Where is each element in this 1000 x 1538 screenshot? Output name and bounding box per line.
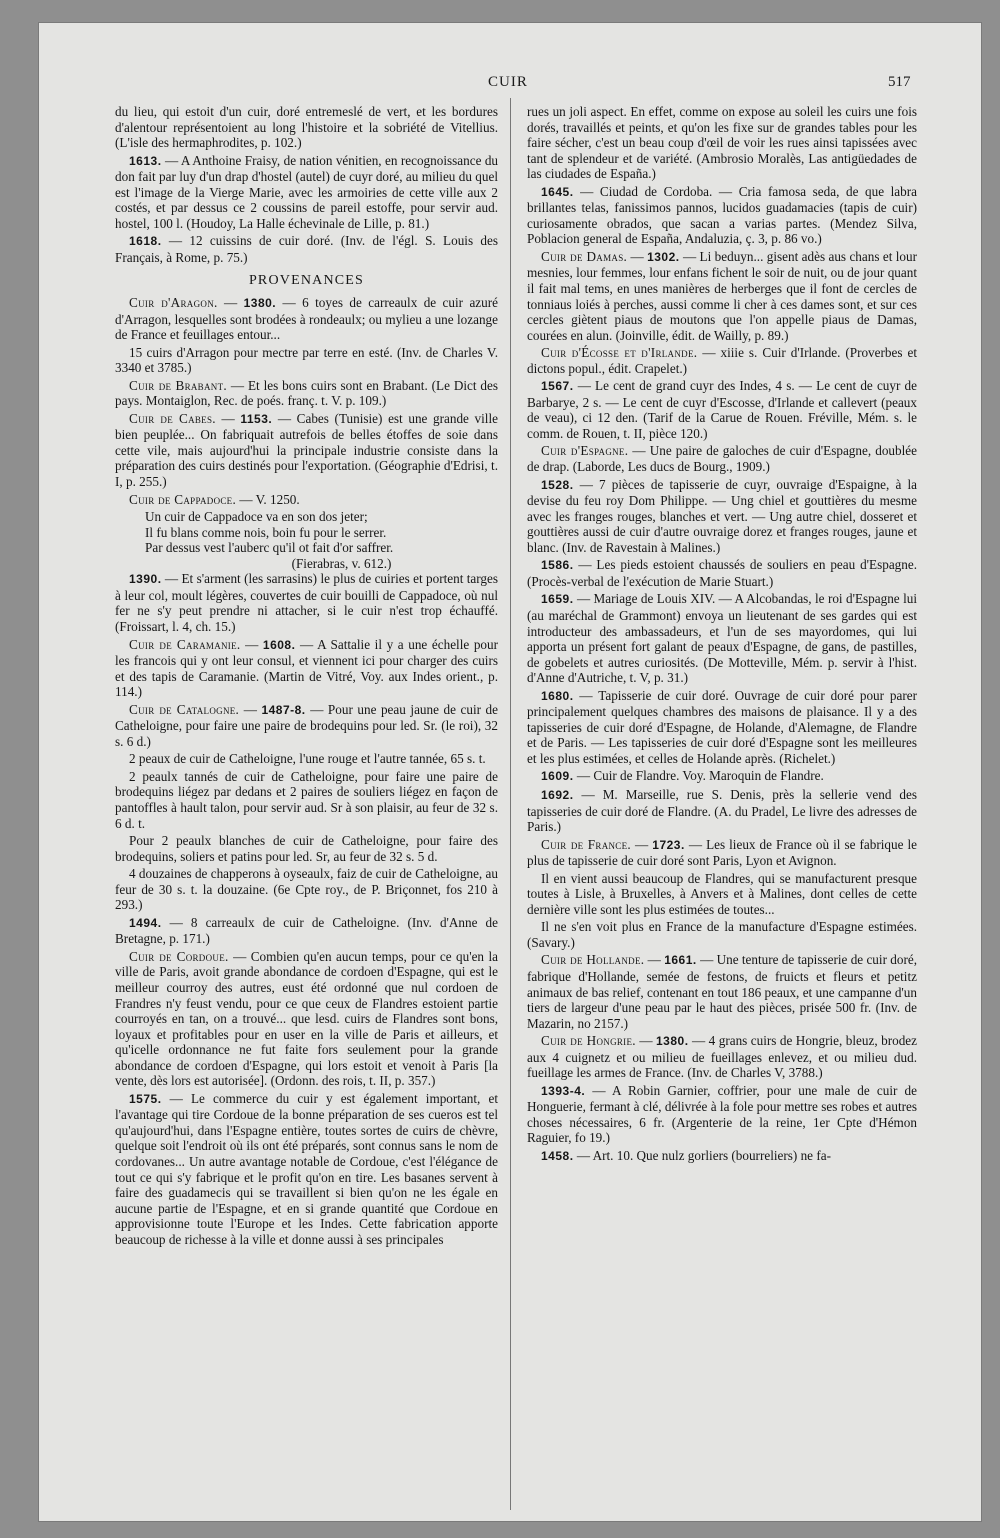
entry-text: — Les pieds estoient chaussés de souliers en peau d'Espagne. (Procès-verbal de l'exécution de Marie Stuart.) (527, 557, 917, 589)
entry-text: — 6 toyes de carreaulx de cuir azuré d'Arragon, lesquelles sont brodées à rondeaulx; ou mylieu a une lozange de France et feuillages entour... (115, 295, 498, 343)
entry-text: — 8 carreaulx de cuir de Catheloigne. (Inv. d'Anne de Bretagne, p. 171.) (115, 914, 498, 947)
entry: Cuir de Hongrie. — 1380. — 4 grans cuirs de Hongrie, bleuz, brodez aux 4 cuignetz et ou milieu de fueillages enlevez, et ou milieu dud. fueillage les armes de France. (Inv. de Charles V, 3788.) (527, 1033, 917, 1081)
entry (115, 915, 498, 947)
entry-year: 1494. (129, 915, 162, 930)
entry: Cuir de Cabes. — 1153. — Cabes (Tunisie) est une grande ville bien peuplée... On fabriquait autrefois de belles étoffes de soie dans cette vile, mais aujourd'hui la principale industrie consiste dans la préparation des cuirs destinés pour l'exportation. (Géographie d'Edrisi, t. I, p. 255.) (115, 410, 498, 490)
paragraph: 4 douzaines de chapperons à oyseaulx, faiz de cuir de Catheloigne, au feur de 30 s. t. la douzaine. (6e Cpte roy., de P. Briçonnet, fos 210 à 293.) (115, 866, 498, 913)
entry-text: — A Sattalie il y a une échelle pour les francois qui y ont leur consul, et viennent ici pour charger des cuirs et des tapis de Caramanie. (Martin de Vitré, Voy. aux Indes orient., p. 114.) (115, 636, 498, 700)
entry-text: — Art. 10. Que nulz gorliers (bourreliers) ne fa- (576, 1148, 831, 1163)
entry (115, 153, 498, 232)
entry-text: — Tapisserie de cuir doré. Ouvrage de cuir doré pour parer principalement quelques chambres des maisons de plaisance. Il y a des tapisseries de cuir doré d'Espagne, de Holande, d'Alemagne, de Flandre et de Paris. — Les tapisseries de cuir doré d'Espagne sont les meilleures et les plus estimées, et celles de Holande après. (Richelet.) (527, 687, 917, 766)
entry (115, 492, 498, 508)
entry-text: — Les lieux de France où il se fabrique le plus de tapisserie de cuir doré sont Paris, Lyon et Avignon. (527, 836, 917, 869)
entry: Cuir de France. — 1723. — Les lieux de France où il se fabrique le plus de tapisserie de cuir doré sont Paris, Lyon et Avignon. (527, 836, 917, 869)
entry-text: — Li beduyn... gisent adès aus chans et lour mesnies, lour femmes, lour enfans fichent le soir de nuit, ou de jour quant il fait mal tems, en unes manières de herberges que il font de cercles de tonniaus loiés à perches, aussi comme li cher à ces dames sont, et sur ces cercles giètent piaus de moutons que l'on appelle piaus de Damas, courées en alun. (Joinville, édit. de Wailly, p. 89.) (527, 248, 917, 343)
verse-line: Il fu blans comme nois, boin fu pour le serrer. (145, 524, 387, 540)
entry-text: — Le cent de grand cuyr des Indes, 4 s. — Le cent de cuyr de Barbarye, 2 s. — Le cent de cuyr d'Escosse, d'Irlande et callevert (peaux de veau), ci 12 den. (Tarif de la Carue de Rouen. Fréville, Mém. s. le comm. de Rouen, t. II, pièce 120.) (527, 378, 917, 441)
entry-year: 1613. (129, 153, 162, 168)
entry-heading: Cuir de Cappadoce. (129, 491, 237, 507)
entry (527, 378, 917, 441)
entry-text: — Une paire de galoches de cuir d'Espagne, doublée de drap. (Laborde, Les ducs de Bourg., 1909.) (527, 443, 917, 475)
entry-text: — Pour une peau jaune de cuir de Catheloigne, pour faire une paire de brodequins pour led. Sr. (le roi), 32 s. 6 d.) (115, 701, 498, 749)
entry-heading: Cuir d'Espagne. (541, 443, 629, 459)
entry-text: — A Robin Garnier, coffrier, pour une male de cuir de Honguerie, fermant à clé, délivrée à la fole pour mettre ses robes et autres choses nécessaires, 6 fr. (Argenterie de la reine, 1er Cpte d'Hémon Raguier, fo 19.) (527, 1082, 917, 1146)
entry-heading: Cuir d'Écosse et d'Irlande. (541, 345, 698, 361)
entry (527, 688, 917, 767)
entry-text: — 4 grans cuirs de Hongrie, bleuz, brodez aux 4 cuignetz et ou milieu de fueillages enlevez, et ou milieu dud. fueillage les armes de France. (Inv. de Charles V, 3788.) (527, 1033, 917, 1081)
entry (527, 345, 917, 376)
entry (527, 184, 917, 247)
entry-year: 1487-8. (261, 702, 306, 717)
entry-year: 1680. (541, 688, 574, 703)
right-column (527, 104, 917, 1508)
entry-text: — Cuir de Flandre. Voy. Maroquin de Flandre. (576, 768, 824, 784)
entry (115, 949, 498, 1089)
entry-text: — xiiie s. Cuir d'Irlande. (Proverbes et dictons popul., édit. Crapelet.) (527, 345, 917, 376)
entry (527, 787, 917, 835)
entry (527, 557, 917, 589)
entry-year: 1659. (541, 592, 574, 607)
entry-heading: Cuir de Cabes. (129, 410, 216, 426)
section-heading: PROVENANCES (248, 273, 365, 289)
entry-year: 1380. (656, 1034, 689, 1049)
entry-text: — Et s'arment (les sarrasins) le plus de cuiries et portent targes à leur col, moult légères, couvertes de cuir bouilli de Cappadoce, où nul fer ne s'y peut prendre ni attacher, si le cuir n'est trop échauffé. (Froissart, l. 4, ch. 15.) (115, 571, 498, 634)
entry-heading: Cuir de Damas. (541, 248, 628, 264)
entry-text: — M. Marseille, rue S. Denis, près la sellerie vend des tapisseries de cuir doré de Flandre. (A. du Pradel, Le livre des adresses de Paris.) (527, 786, 917, 835)
column-divider (510, 98, 511, 1510)
entry (115, 1091, 498, 1247)
verse-source: (Fierabras, v. 612.) (291, 555, 392, 571)
entry (115, 571, 498, 634)
entry-year: 1661. (664, 953, 697, 968)
page-number: 517 (888, 74, 911, 90)
paragraph: du lieu, qui estoit d'un cuir, doré entremeslé de vert, et les bordures d'alentour représentoient au long l'histoire et la sobriété de Vitellius. (L'isle des hermaphrodites, p. 102.) (115, 104, 498, 151)
entry (527, 768, 917, 785)
entry-year: 1458. (541, 1149, 574, 1163)
entry: Cuir d'Aragon. — 1380. — 6 toyes de carreaulx de cuir azuré d'Arragon, lesquelles sont brodées à rondeaulx; ou mylieu a une lozange de France et feuillages entour... (115, 295, 498, 343)
entry: Cuir de Caramanie. — 1608. — A Sattalie il y a une échelle pour les francois qui y ont leur consul, et viennent ici pour charger des cuirs et des tapis de Caramanie. (Martin de Vitré, Voy. aux Indes orient., p. 114.) (115, 636, 498, 700)
paragraph: rues un joli aspect. En effet, comme on expose au soleil les cuirs une fois dorés, travaillés et peints, et qu'on les fixe sur de grandes tables pour les faire sécher, c'est un beau coup d'œil de voir les rues ainsi tapissées avec tant de splendeur et de variété. (Ambrosio Moralès, Las antigüedades de las ciudades de España.) (527, 104, 917, 182)
entry: Cuir de Damas. — 1302. — Li beduyn... gisent adès aus chans et lour mesnies, lour femmes, lour enfans fichent le soir de nuit, ou de jour quant il fait mal tems, en unes manières de herberges que il font de cercles de tonniaus loiés à perches, aussi comme li cher à ces dames sont, et sur ces cercles giètent piaus de moutons que l'on appelle piaus de Damas, courées en alun. (Joinville, édit. de Wailly, p. 89.) (527, 248, 917, 343)
entry-heading: Cuir de Hollande. (541, 952, 645, 968)
entry-text: — 12 cuissins de cuir doré. (Inv. de l'égl. S. Louis des Français, à Rome, p. 75.) (115, 233, 498, 265)
entry-year: 1645. (541, 184, 574, 199)
entry-text: — A Anthoine Fraisy, de nation vénitien, en recognoissance du don fait par luy d'un drap d'hostel (autel) de cuyr doré, au milieu du quel est l'image de la Vierge Marie, avec les armoiries de cette ville aux 2 costés, et par dessus ce 2 coussins de pareil estoffe, pour servir aud. hostel, 100 l. (Houdoy, La Halle échevinale de Lille, p. 81.) (115, 152, 498, 231)
entry-year: 1586. (541, 558, 574, 573)
paragraph: Il en vient aussi beaucoup de Flandres, qui se manufacturent presque toutes à Lisle, à Bruxelles, à Anvers et à Malines, dont celles de cette dernière ville sont les plus estimées de toutes... (527, 870, 917, 917)
entry-year: 1618. (129, 234, 162, 249)
entry-heading: Cuir de Hongrie. (541, 1033, 636, 1049)
entry-text: — Ciudad de Cordoba. — Cria famosa seda, de que labra brillantes telas, fanissimos pannos, lucidos guadamacies (tapis de cuir) curiosamente obrados, que sacan a varias partes. (Mendez Silva, Poblacion general de España, Andaluzia, ç. 3, p. 86 vo.) (527, 183, 917, 247)
entry-year: 1692. (541, 787, 574, 802)
entry (527, 443, 917, 474)
entry-year: 1393-4. (541, 1083, 586, 1098)
entry-text: — V. 1250. (239, 491, 300, 507)
entry-heading: Cuir de Caramanie. (129, 636, 241, 652)
entry-text: — Combien qu'en aucun temps, pour ce qu'en la ville de Paris, avoit grande abondance de cordoen d'Espagne, qui est le meilleur courroy des autres, eust été ordonné que nul cordoen de Frandres n'y feust vendu, pour ce que ceux de Flandres estoient partie courroyés en tan, on a trouvé... que lesd. cuirs de Flandres sont bons, loyaux et profitables pour en user en la ville de Paris et ailleurs, et qu'icelle ordonnance ne fut faite fors seulement pour la grande abondance de cordoen d'Espagne, qui lors estoit et venoit à Paris [la vente, dès lors est autorisée]. (Ordonn. des rois, t. II, p. 357.) (115, 948, 498, 1089)
entry (527, 477, 917, 556)
entry-text: — Cabes (Tunisie) est une grande ville bien peuplée... On fabriquait autrefois de belles étoffes de soie dans cette vile, mais aujourd'hui la principale industrie consiste dans la préparation des cuirs destinés pour l'exportation. (Géographie d'Edrisi, t. I, p. 255.) (115, 410, 498, 490)
entry-text: — Une tenture de tapisserie de cuir doré, fabrique d'Hollande, semée de festons, de fruicts et fleurs et petitz animaux de bas relief, contenant en tout 186 peaux, et une campanne d'un tiers de largeur d'une peau par le haut des pièces, prisée 500 fr. (Inv. de Mazarin, no 2157.) (527, 952, 917, 1031)
entry-year: 1608. (262, 637, 296, 652)
entry-heading: Cuir de Catalogne. (129, 701, 240, 717)
verse-line: Par dessus vest l'auberc qu'il ot fait d'or saffrer. (145, 540, 394, 556)
entry-year: 1528. (541, 477, 574, 492)
entry: Cuir de Hollande. — 1661. — Une tenture de tapisserie de cuir doré, fabrique d'Hollande, semée de festons, de fruicts et fleurs et petitz animaux de bas relief, contenant en tout 186 peaux, et une campanne d'un tiers de largeur d'une peau par le haut des pièces, prisée 500 fr. (Inv. de Mazarin, no 2157.) (527, 952, 917, 1031)
entry (527, 1148, 917, 1165)
paragraph: 15 cuirs d'Arragon pour mectre par terre en esté. (Inv. de Charles V. 3340 et 3785.) (115, 344, 498, 376)
entry-heading: Cuir de France. (541, 836, 631, 852)
verse-line: Un cuir de Cappadoce va en son dos jeter; (145, 509, 368, 525)
entry-text: — Le commerce du cuir y est également important, et l'avantage qui tire Cordoue de la bonne préparation de ses cueros est tel qu'aujourd'hui, dans l'Espagne entière, toutes sortes de cuirs de chèvre, quelque soit l'endroit où ils ont été préparés, sont connus sans le nom de cordovanes... Un autre avantage notable de Cordoue, c'est l'élégance de tout ce qui s'y fabrique et le profit qu'on en tire. Les basanes servent à faire des guadamecis qui se travaillent si bien qu'on ne les égale en aucune partie de l'Espagne, et en si grande quantité que Cordoue en approvisionne toute l'Europe et les Indes. Cette fabrication apporte beaucoup de richesse à la ville et donne aussi à ses principales (115, 1090, 498, 1247)
entry-year: 1723. (652, 837, 685, 852)
running-title: CUIR (488, 74, 528, 90)
entry-heading: Cuir d'Aragon. (129, 295, 218, 311)
entry-text: — 7 pièces de tapisserie de cuyr, ouvraige d'Espaigne, à la devise du feu roy Dom Philippe. — Ung chiel et gouttières du mesme avec les franges rouges, blanches et vert. — Ung autre chiel, dosseret et gouttières aussi de cuir d'autre ouvraige dorez et franges rouges, jaune et blanc. (Inv. de Ravestain à Malines.) (527, 476, 917, 555)
entry-text: — Et les bons cuirs sont en Brabant. (Le Dict des pays. Montaiglon, Rec. de poés. franç. t. V. p. 109.) (115, 377, 498, 409)
paragraph: 2 peaux de cuir de Catheloigne, l'une rouge et l'autre tannée, 65 s. t. (129, 751, 486, 767)
entry-year: 1609. (541, 769, 574, 784)
entry-heading: Cuir de Brabant. (129, 377, 227, 393)
entry (115, 233, 498, 265)
entry-year: 1380. (243, 296, 277, 311)
entry-heading: Cuir de Cordoue. (129, 948, 229, 964)
entry-text: — Mariage de Louis XIV. — A Alcobandas, le roi d'Espagne lui (au maréchal de Grammont) envoya un lieutenant de ses gardes qui est introducteur des ambassadeurs, et l'un de ses mayordomes, qui lui apporta un présent fort galant de peaux d'Espagne, de gans, de pastilles, de gobelets et autres curiosités. (De Motteville, Mém. p. servir à l'hist. d'Anne d'Autriche, t. V, p. 31.) (527, 591, 917, 686)
entry-year: 1302. (647, 249, 680, 264)
entry-year: 1390. (129, 572, 162, 587)
entry-year: 1567. (541, 379, 574, 394)
paragraph: Pour 2 peaulx blanches de cuir de Catheloigne, pour faire des brodequins, soliers et patins pour led. Sr, au feur de 32 s. 5 d. (115, 833, 498, 864)
paragraph: 2 peaulx tannés de cuir de Catheloigne, pour faire une paire de brodequins liégez par dedans et 2 paires de souliers liégez en façon de pantoffles à hault talon, pour servir aud. Sr à son plaisir, au feur de 32 s. 6 d. t. (115, 768, 498, 831)
entry (527, 1083, 917, 1146)
entry (527, 591, 917, 685)
entry: Cuir de Catalogne. — 1487-8. — Pour une peau jaune de cuir de Catheloigne, pour faire une paire de brodequins pour led. Sr. (le roi), 32 s. 6 d.) (115, 701, 498, 749)
entry-year: 1575. (129, 1091, 162, 1106)
paragraph: Il ne s'en voit plus en France de la manufacture d'Espagne estimées. (Savary.) (527, 919, 917, 950)
entry (115, 378, 498, 409)
left-column (115, 104, 498, 1508)
entry-year: 1153. (240, 411, 273, 426)
